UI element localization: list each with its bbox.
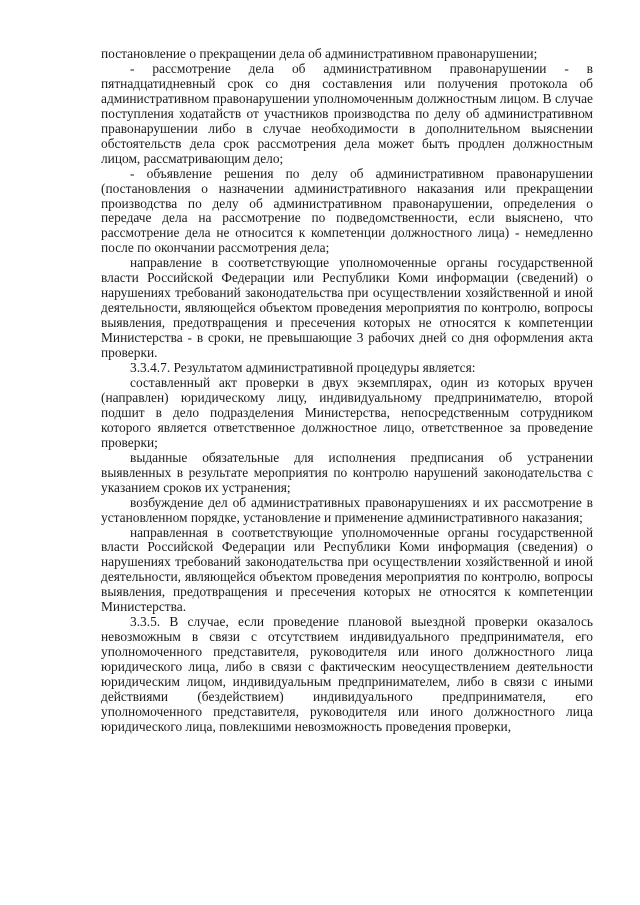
paragraph-case-review-term: - рассмотрение дела об административном правонарушении - в пятнадцатидневный срок со дня составления или получения протокола об административном правонарушении уполномоченным должностным лицом. В случае поступления ходатайств от участников производства по делу об административном правонарушении либо в случае необходимости в дополнительном выяснении обстоятельств дела срок рассмотрения дела может быть продлен должностным лицом, рассматривающим дело; bbox=[101, 60, 593, 166]
paragraph-information-referral: направление в соответствующие уполномоченные органы государственной власти Российской Федерации или Республики Коми информации (сведений) о нарушениях требований законодательства при осуществлении хозяйственной и иной деятельности, являющейся объектом проведения мероприятия по контролю, вопросы выявления, предотвращения и пресечения которых не относятся к компетенции Министерства - в сроки, не превышающие 3 рабочих дней со дня оформления акта проверки. bbox=[101, 255, 593, 361]
paragraph-administrative-cases: возбуждение дел об административных правонарушениях и их рассмотрение в установленном порядке, установление и применение административного наказания; bbox=[101, 494, 593, 525]
paragraph-sent-information: направленная в соответствующие уполномоченные органы государственной власти Российской Федерации или Республики Коми информация (сведения) о нарушениях требований законодательства при осуществлении хозяйственной и иной деятельности, являющейся объектом проведения мероприятия по контролю, вопросы выявления, предотвращения и пресечения которых не относятся к компетенции Министерства. bbox=[101, 524, 593, 615]
paragraph-section-3-3-5: 3.3.5. В случае, если проведение плановой выездной проверки оказалось невозможным в связи с отсутствием индивидуального предпринимателя, его уполномоченного представителя, руководителя или иного должностного лица юридического лица, либо в связи с фактическим неосуществлением деятельности юридическим лицом, индивидуальным предпринимателем, либо в связи с иными действиями (бездействием) индивидуального предпринимателя, его уполномоченного представителя, руководителя или иного должностного лица юридического лица, повлекшими невозможность проведения проверки, bbox=[101, 614, 593, 734]
paragraph-decision-announcement: - объявление решения по делу об административном правонарушении (постановления о назначении административного наказания или прекращении производства по делу об административном правонарушении, определения о передаче дела на рассмотрение по подведомственности, если выяснено, что рассмотрение дела не относится к компетенции должностного лица) - немедленно после по окончании рассмотрения дела; bbox=[101, 165, 593, 256]
paragraph-closing-resolution: постановление о прекращении дела об административном правонарушении; bbox=[101, 46, 538, 61]
document-page bbox=[101, 47, 593, 735]
paragraph-binding-orders: выданные обязательные для исполнения предписания об устранении выявленных в результате мероприятия по контролю нарушений законодательства с указанием сроков их устранения; bbox=[101, 449, 593, 495]
paragraph-procedure-result-heading: 3.3.4.7. Результатом административной процедуры является: bbox=[130, 360, 476, 376]
paragraph-inspection-act: составленный акт проверки в двух экземплярах, один из которых вручен (направлен) юридическому лицу, индивидуальному предпринимателю, второй подшит в дело подразделения Министерства, непосредственным сотрудником которого является ответственное должностное лицо, ответственное за проведение проверки; bbox=[101, 374, 593, 450]
